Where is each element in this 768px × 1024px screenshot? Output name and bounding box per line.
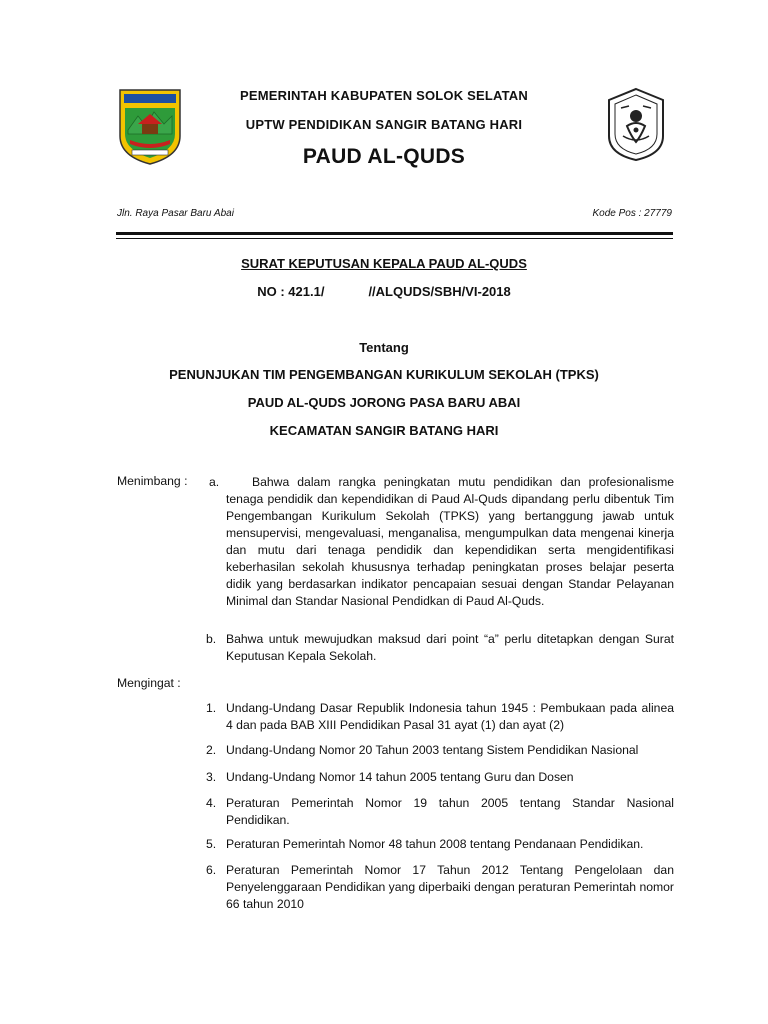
- letterhead-divider-thick: [116, 232, 673, 235]
- item-text: Peraturan Pemerintah Nomor 48 tahun 2008 tentang Pendanaan Pendidikan.: [226, 837, 644, 851]
- government-name: PEMERINTAH KABUPATEN SOLOK SELATAN: [240, 88, 528, 103]
- item-marker: 4.: [206, 796, 217, 810]
- address: Jln. Raya Pasar Baru Abai: [117, 208, 234, 219]
- remembering-item: [206, 700, 674, 734]
- considering-label: Menimbang :: [117, 474, 188, 488]
- school-name: PAUD AL-QUDS: [302, 145, 466, 168]
- decree-number: [0, 284, 768, 299]
- item-text: Peraturan Pemerintah Nomor 17 Tahun 2012 Tentang Pengelolaan dan Penyelenggaraan Pendidikan yang diperbaiki dengan peraturan Pemerintah nomor 66 tahun 2010: [226, 863, 674, 911]
- considering-item: [206, 631, 674, 665]
- item-marker: 6.: [206, 863, 217, 877]
- decree-number-suffix: //ALQUDS/SBH/VI-2018: [368, 284, 511, 299]
- item-text: Undang-Undang Nomor 20 Tahun 2003 tentang Sistem Pendidikan Nasional: [226, 743, 639, 757]
- item-marker: 1.: [206, 701, 217, 715]
- decree-subject-2: PAUD AL-QUDS JORONG PASA BARU ABAI: [247, 395, 521, 410]
- item-text: Undang-Undang Nomor 14 tahun 2005 tentang Guru dan Dosen: [226, 770, 574, 784]
- remembering-item: [206, 836, 674, 853]
- item-marker: 2.: [206, 743, 217, 757]
- item-marker: 3.: [206, 770, 217, 784]
- remembering-item: [206, 742, 674, 759]
- decree-about: Tentang: [359, 340, 409, 355]
- remembering-label: Mengingat :: [117, 676, 181, 690]
- decree-subject-1: PENUNJUKAN TIM PENGEMBANGAN KURIKULUM SEKOLAH (TPKS): [169, 367, 599, 382]
- decree-title: SURAT KEPUTUSAN KEPALA PAUD AL-QUDS: [241, 256, 527, 271]
- considering-item: [206, 474, 674, 610]
- decree-subject-3: KECAMATAN SANGIR BATANG HARI: [269, 423, 499, 438]
- item-marker: 5.: [206, 837, 217, 851]
- item-marker: b.: [206, 632, 217, 646]
- decree-number-prefix: NO : 421.1/: [257, 284, 325, 299]
- item-marker: a.: [209, 475, 220, 489]
- remembering-item: [206, 769, 674, 786]
- unit-name: UPTW PENDIDIKAN SANGIR BATANG HARI: [245, 117, 523, 132]
- remembering-item: [206, 862, 674, 913]
- item-text: Bahwa untuk mewujudkan maksud dari point “a” perlu ditetapkan dengan Surat Keputusan Kepala Sekolah.: [226, 632, 674, 663]
- item-text: Peraturan Pemerintah Nomor 19 tahun 2005 tentang Standar Nasional Pendidikan.: [226, 796, 674, 827]
- remembering-item: [206, 795, 674, 829]
- postal-code: Kode Pos : 27779: [592, 208, 672, 219]
- item-text: Bahwa dalam rangka peningkatan mutu pendidikan dan profesionalisme tenaga pendidik dan kependidikan di Paud Al-Quds dipandang perlu dibentuk Tim Pengembangan Kurikulum Sekolah (TPKS) yang bertanggung jawab untuk mensupervisi, mengevaluasi, menganalisa, mengumpulkan data mengenai kinerja dan mutu dari tenaga pendidik dan kependidikan serta mengidentifikasi keberhasilan sekolah khususnya terhadap peningkatan proses belajar peserta didik yang berdasarkan indikator pencapaian sesuai dengan Standar Pelayanan Minimal dan Standar Nasional Pendidkan di Paud Al-Quds.: [226, 475, 674, 608]
- letterhead-divider-thin: [116, 238, 673, 239]
- item-text: Undang-Undang Dasar Republik Indonesia tahun 1945 : Pembukaan pada alinea 4 dan pada BAB XIII Pendidikan Pasal 31 ayat (1) dan ayat (2): [226, 701, 674, 732]
